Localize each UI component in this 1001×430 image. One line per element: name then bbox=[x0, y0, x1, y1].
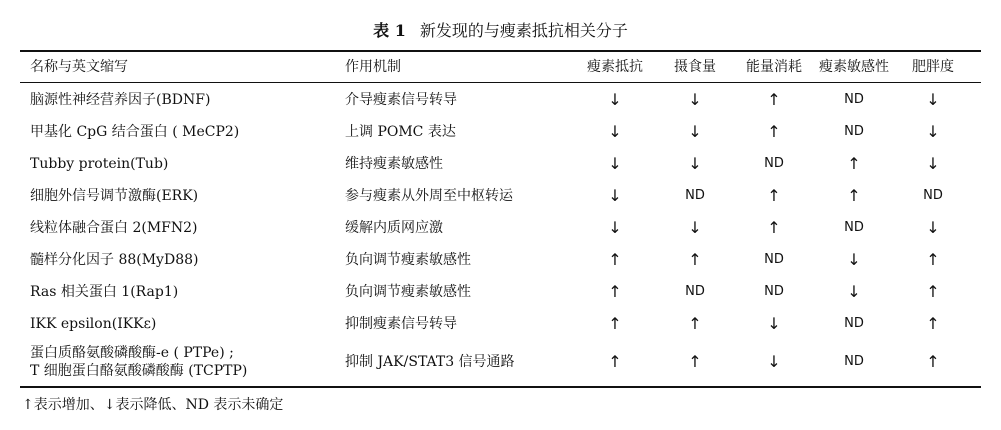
row-mechanism: 缓解内质网应激 bbox=[345, 220, 443, 236]
table-title: 新发现的与瘦素抵抗相关分子 bbox=[419, 21, 628, 40]
cell-energy-expenditure: ↑ bbox=[767, 90, 781, 109]
table-footnote: ↑表示增加、↓表示降低、ND 表示未确定 bbox=[22, 397, 284, 413]
row-mechanism: 抑制瘦素信号转导 bbox=[345, 316, 457, 332]
cell-leptin-sensitivity: ↑ bbox=[847, 186, 861, 205]
row-mechanism: 负向调节瘦素敏感性 bbox=[345, 252, 471, 268]
row-name bbox=[30, 276, 340, 308]
cell-obesity: ↑ bbox=[926, 282, 940, 301]
table-row bbox=[0, 212, 1001, 244]
cell-leptin-resistance: ↑ bbox=[608, 314, 622, 333]
header-energy-expenditure: 能量消耗 bbox=[746, 59, 802, 75]
cell-leptin-sensitivity: ↓ bbox=[847, 282, 861, 301]
cell-leptin-resistance: ↓ bbox=[608, 186, 622, 205]
table-row bbox=[0, 148, 1001, 180]
header-name: 名称与英文缩写 bbox=[30, 59, 128, 75]
table-row bbox=[0, 180, 1001, 212]
cell-obesity: ↑ bbox=[926, 352, 940, 371]
row-name bbox=[30, 244, 340, 276]
cell-leptin-sensitivity: ND bbox=[844, 316, 864, 331]
cell-leptin-resistance: ↓ bbox=[608, 154, 622, 173]
row-name bbox=[30, 116, 340, 148]
table-row bbox=[0, 340, 1001, 384]
cell-obesity: ↓ bbox=[926, 154, 940, 173]
row-name-line: 甲基化 CpG 结合蛋白 ( MeCP2) bbox=[30, 124, 240, 140]
row-name-line: 蛋白质酪氨酸磷酸酶-e ( PTPe) ; bbox=[30, 345, 234, 361]
row-mechanism: 维持瘦素敏感性 bbox=[345, 156, 443, 172]
cell-leptin-resistance: ↑ bbox=[608, 250, 622, 269]
table-header bbox=[0, 52, 1001, 82]
cell-leptin-resistance: ↓ bbox=[608, 122, 622, 141]
cell-leptin-sensitivity: ND bbox=[844, 124, 864, 139]
cell-food-intake: ↑ bbox=[688, 352, 702, 371]
cell-leptin-sensitivity: ↑ bbox=[847, 154, 861, 173]
table-number: 表 1 bbox=[373, 21, 406, 40]
cell-energy-expenditure: ↓ bbox=[767, 314, 781, 333]
cell-leptin-sensitivity: ND bbox=[844, 220, 864, 235]
cell-leptin-resistance: ↓ bbox=[608, 90, 622, 109]
cell-food-intake: ↓ bbox=[688, 218, 702, 237]
cell-energy-expenditure: ↑ bbox=[767, 218, 781, 237]
cell-obesity: ND bbox=[923, 188, 943, 203]
row-name bbox=[30, 212, 340, 244]
cell-leptin-resistance: ↓ bbox=[608, 218, 622, 237]
cell-energy-expenditure: ↑ bbox=[767, 186, 781, 205]
cell-food-intake: ND bbox=[685, 284, 705, 299]
cell-obesity: ↑ bbox=[926, 314, 940, 333]
row-name-line: 脑源性神经营养因子(BDNF) bbox=[30, 92, 211, 108]
row-name bbox=[30, 84, 340, 116]
row-name bbox=[30, 308, 340, 340]
cell-food-intake: ↓ bbox=[688, 90, 702, 109]
cell-leptin-sensitivity: ND bbox=[844, 354, 864, 369]
row-mechanism: 介导瘦素信号转导 bbox=[345, 92, 457, 108]
table-row bbox=[0, 308, 1001, 340]
row-name-line: 线粒体融合蛋白 2(MFN2) bbox=[30, 220, 198, 236]
row-name-line: Tubby protein(Tub) bbox=[30, 156, 169, 172]
table-row bbox=[0, 276, 1001, 308]
cell-leptin-sensitivity: ↓ bbox=[847, 250, 861, 269]
row-name-line: T 细胞蛋白酪氨酸磷酸酶 (TCPTP) bbox=[30, 363, 248, 379]
header-obesity: 肥胖度 bbox=[912, 59, 954, 75]
row-name bbox=[30, 148, 340, 180]
header-mechanism: 作用机制 bbox=[345, 59, 401, 75]
cell-food-intake: ↓ bbox=[688, 122, 702, 141]
table-row bbox=[0, 244, 1001, 276]
header-leptin-resistance: 瘦素抵抗 bbox=[587, 59, 643, 75]
cell-energy-expenditure: ND bbox=[764, 284, 784, 299]
table-row bbox=[0, 84, 1001, 116]
header-rule bbox=[20, 82, 981, 83]
cell-obesity: ↓ bbox=[926, 90, 940, 109]
row-name bbox=[30, 180, 340, 212]
bottom-rule bbox=[20, 386, 981, 388]
cell-leptin-resistance: ↑ bbox=[608, 352, 622, 371]
cell-obesity: ↓ bbox=[926, 218, 940, 237]
row-name-line: 髓样分化因子 88(MyD88) bbox=[30, 252, 199, 268]
cell-obesity: ↑ bbox=[926, 250, 940, 269]
table-row bbox=[0, 116, 1001, 148]
row-name-line: 细胞外信号调节激酶(ERK) bbox=[30, 188, 199, 204]
row-name-line: Ras 相关蛋白 1(Rap1) bbox=[30, 284, 179, 300]
cell-food-intake: ↑ bbox=[688, 314, 702, 333]
row-mechanism: 负向调节瘦素敏感性 bbox=[345, 284, 471, 300]
cell-energy-expenditure: ND bbox=[764, 156, 784, 171]
header-leptin-sensitivity: 瘦素敏感性 bbox=[819, 59, 889, 75]
row-mechanism: 参与瘦素从外周至中枢转运 bbox=[345, 188, 513, 204]
table-caption bbox=[0, 20, 1001, 42]
cell-energy-expenditure: ↑ bbox=[767, 122, 781, 141]
header-food-intake: 摄食量 bbox=[674, 59, 716, 75]
row-mechanism: 上调 POMC 表达 bbox=[345, 124, 456, 140]
cell-food-intake: ↓ bbox=[688, 154, 702, 173]
cell-leptin-resistance: ↑ bbox=[608, 282, 622, 301]
cell-obesity: ↓ bbox=[926, 122, 940, 141]
cell-food-intake: ↑ bbox=[688, 250, 702, 269]
row-mechanism: 抑制 JAK/STAT3 信号通路 bbox=[345, 354, 515, 370]
cell-food-intake: ND bbox=[685, 188, 705, 203]
row-name-line: IKK epsilon(IKKε) bbox=[30, 316, 157, 332]
cell-leptin-sensitivity: ND bbox=[844, 92, 864, 107]
cell-energy-expenditure: ND bbox=[764, 252, 784, 267]
row-name bbox=[30, 340, 340, 384]
cell-energy-expenditure: ↓ bbox=[767, 352, 781, 371]
